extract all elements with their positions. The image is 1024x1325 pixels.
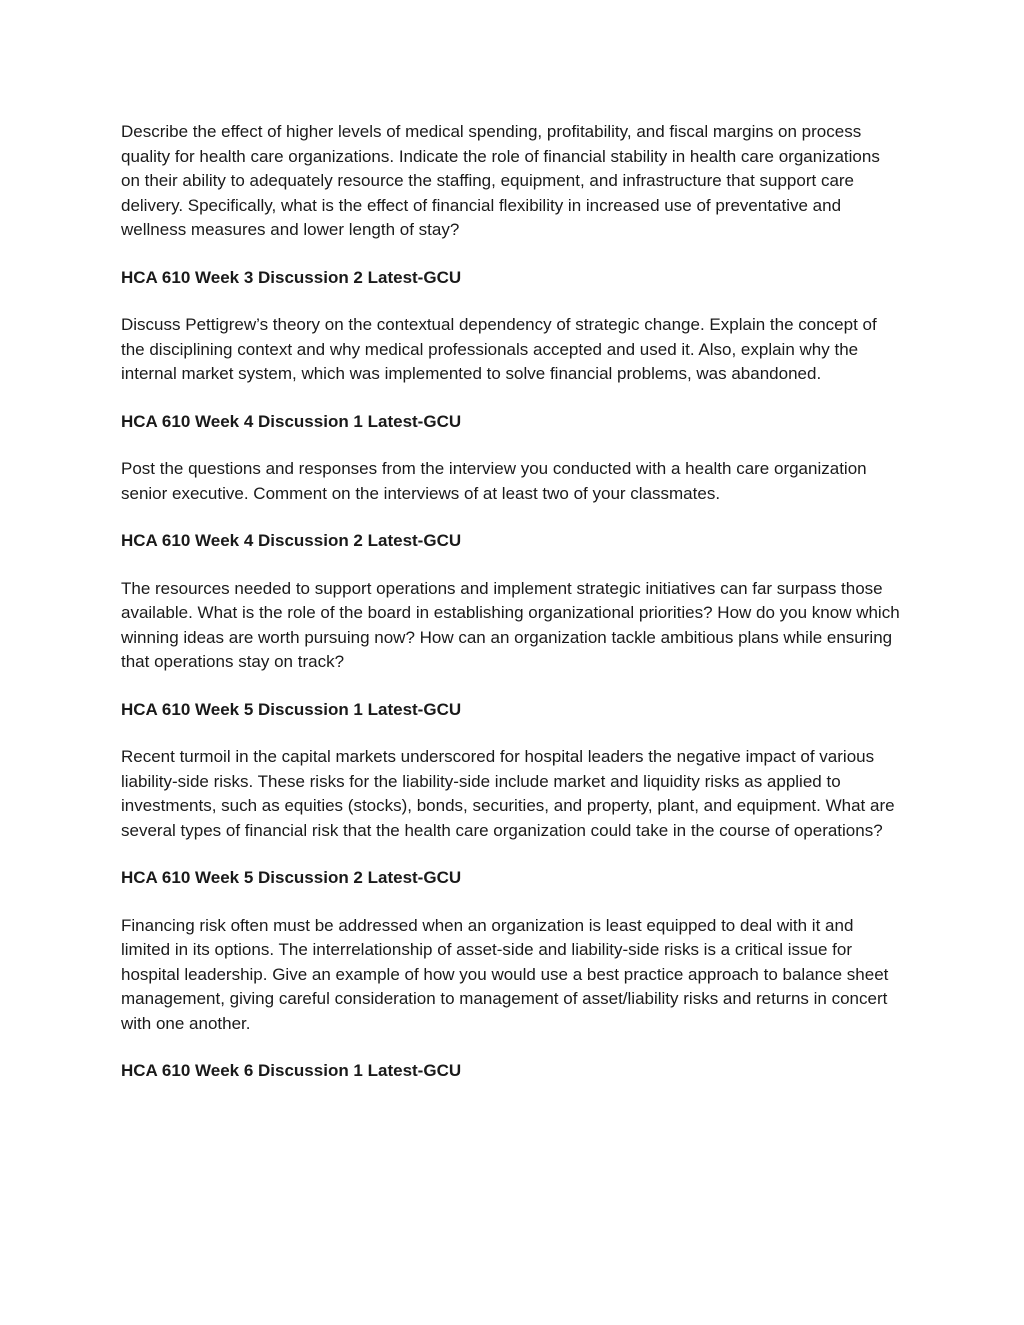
heading-week-5-discussion-2: HCA 610 Week 5 Discussion 2 Latest-GCU — [121, 868, 462, 887]
paragraph-financing-risk: Financing risk often must be addressed when an organization is least equipped to deal with it and limited in its options. The interrelationship of asset-side and liability-side risks is a critical issue for hospital leadership. Give an example of how you would use a best practice approach to balance sheet management, giving careful consideration to management of asset/liability risks and returns in concert with one another. — [121, 915, 889, 1033]
heading-week-4-discussion-2: HCA 610 Week 4 Discussion 2 Latest-GCU — [121, 531, 462, 550]
heading-week-3-discussion-2: HCA 610 Week 3 Discussion 2 Latest-GCU — [121, 267, 462, 287]
paragraph-medical-spending: Describe the effect of higher levels of medical spending, profitability, and fiscal margins on process quality for health care organizations. Indicate the role of financial stability in health care organizations on their ability to adequately resource the staffing, equipment, and infrastructure that support care delivery. Specifically, what is the effect of financial flexibility in increased use of preventative and wellness measures and lower length of stay? — [121, 122, 880, 239]
heading-week-6-discussion-1: HCA 610 Week 6 Discussion 1 Latest-GCU — [121, 1061, 462, 1080]
paragraph-pettigrew-theory: Discuss Pettigrew’s theory on the contextual dependency of strategic change. Explain the concept of the disciplining context and why medical professionals accepted and used it. Also, explain why the internal market system, which was implemented to solve financial problems, was abandoned. — [121, 315, 877, 383]
document-body — [121, 120, 903, 1107]
heading-week-4-discussion-1: HCA 610 Week 4 Discussion 1 Latest-GCU — [121, 411, 462, 431]
heading-week-5-discussion-1: HCA 610 Week 5 Discussion 1 Latest-GCU — [121, 699, 462, 719]
paragraph-resources: The resources needed to support operations and implement strategic initiatives can far surpass those available. What is the role of the board in establishing organizational priorities? How do you know which winning ideas are worth pursuing now? How can an organization tackle ambitious plans while ensuring that operations stay on track? — [121, 578, 900, 671]
paragraph-interview: Post the questions and responses from the interview you conducted with a health care organization senior executive. Comment on the interviews of at least two of your classmates. — [121, 459, 867, 503]
paragraph-capital-markets: Recent turmoil in the capital markets underscored for hospital leaders the negative impact of various liability-side risks. These risks for the liability-side include market and liquidity risks as applied to investments, such as equities (stocks), bonds, securities, and property, plant, and equipment. What are several types of financial risk that the health care organization could take in the course of operations? — [121, 747, 895, 840]
